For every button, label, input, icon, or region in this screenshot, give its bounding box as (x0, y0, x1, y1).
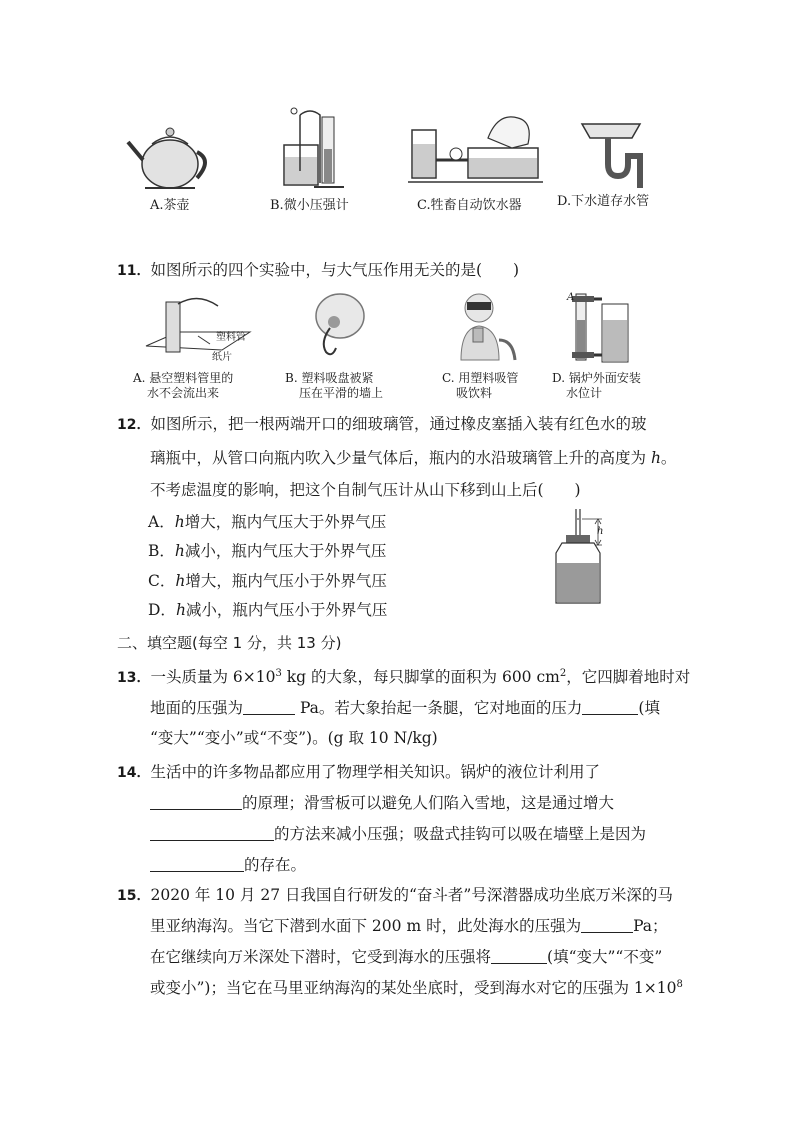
q15-block (117, 883, 697, 1013)
q14-line-1: 14．生活中的许多物品都应用了物理学相关知识。锅炉的液位计利用了 (117, 763, 600, 781)
q11-label-a: A (567, 292, 575, 303)
q11-option-d: D. 锅炉外面安装 水位计 (552, 371, 641, 400)
q14-blank-1[interactable] (150, 793, 242, 810)
q10-option-d: D.下水道存水管 (557, 194, 650, 209)
q15-line-3: 在它继续向万米深处下潜时，它受到海水的压强将 (填“变大”“不变” (150, 948, 663, 966)
q11-option-a: A. 悬空塑料管里的 水不会流出来 (133, 371, 234, 400)
q12-line-1: 12．如图所示，把一根两端开口的细玻璃管，通过橡皮塞插入装有红色水的玻 (117, 415, 647, 433)
q15-line-4: 或变小”)；当它在马里亚纳海沟的某处坐底时，受到海水对它的压强为 $1\times 10^8$ (150, 978, 683, 997)
q10-option-c: C.牲畜自动饮水器 (417, 198, 522, 213)
q15-blank-1[interactable] (581, 916, 633, 933)
manometer-icon (280, 105, 352, 191)
section2-heading: 二、填空题(每空 1 分，共 13 分) (117, 634, 342, 652)
suction-cup-icon (310, 290, 370, 362)
q11-option-b: B. 塑料吸盘被紧 压在平滑的墙上 (285, 371, 384, 400)
q11-label-tube: 塑料管 (216, 332, 246, 343)
q12-option-a: A．h增大，瓶内气压大于外界气压 (148, 513, 387, 531)
q10-option-b: B.微小压强计 (270, 198, 349, 213)
q13-blank-2[interactable] (582, 698, 638, 715)
drain-trap-icon (578, 118, 648, 190)
q14-line-4: 的存在。 (150, 853, 306, 875)
q12-option-c: C．h增大，瓶内气压小于外界气压 (148, 572, 387, 590)
waterer-figure (408, 108, 543, 190)
q11-figure-c (455, 290, 525, 362)
q15-line-1: 15．2020 年 10 月 27 日我国自行研发的“奋斗者”号深潜器成功坐底万米深的马 (117, 886, 673, 904)
q10-option-a: A.茶壶 (150, 198, 190, 213)
q13-line-2: 地面的压强为 Pa。若大象抬起一条腿，它对地面的压力 (填 (150, 699, 660, 717)
water-level-gauge-icon (570, 290, 632, 364)
livestock-waterer-icon (408, 108, 543, 190)
q13-line-1: 13．一头质量为 $6\times 10^3$ kg 的大象，每只脚掌的面积为 600 $cm^2$，它四脚着地时对 (117, 667, 691, 686)
q14-block (117, 760, 697, 880)
homemade-barometer-icon (548, 505, 618, 607)
q11-figure-d (570, 290, 632, 364)
q12-figure-label-h: h (597, 526, 604, 537)
q12-option-b: B．h减小，瓶内气压大于外界气压 (148, 542, 387, 560)
q12-figure (548, 505, 618, 607)
drinking-straw-icon (455, 290, 525, 362)
q11-option-c: C. 用塑料吸管 吸饮料 (442, 371, 519, 400)
q11-stem: 11．如图所示的四个实验中，与大气压作用无关的是( ) (117, 261, 520, 279)
drain-figure (578, 118, 648, 190)
q14-line-3: 的方法来减小压强；吸盘式挂钩可以吸在墙壁上是因为 (150, 822, 646, 844)
q14-blank-3[interactable] (150, 855, 244, 872)
q15-blank-2[interactable] (491, 947, 547, 964)
manometer-figure (280, 105, 352, 191)
q14-line-2: 的原理；滑雪板可以避免人们陷入雪地，这是通过增大 (150, 791, 614, 813)
q14-blank-2[interactable] (150, 824, 274, 841)
q12-line-3: 不考虑温度的影响，把这个自制气压计从山下移到山上后( ) (150, 481, 581, 499)
q13-block (117, 665, 697, 775)
q12-option-d: D．h减小，瓶内气压小于外界气压 (148, 601, 388, 619)
q13-line-3: “变大”“变小”或“不变”)。(g 取 10 N/kg) (150, 729, 438, 747)
q13-blank-1[interactable] (243, 698, 295, 715)
q15-line-2: 里亚纳海沟。当它下潜到水面下 200 m 时，此处海水的压强为 Pa； (150, 917, 668, 935)
q12-line-2: 璃瓶中，从管口向瓶内吹入少量气体后，瓶内的水沿玻璃管上升的高度为 h。 (150, 449, 677, 467)
teapot-figure (125, 120, 215, 192)
q11-figure-b (310, 290, 370, 362)
q11-label-paper: 纸片 (212, 352, 232, 363)
teapot-icon (125, 120, 215, 192)
